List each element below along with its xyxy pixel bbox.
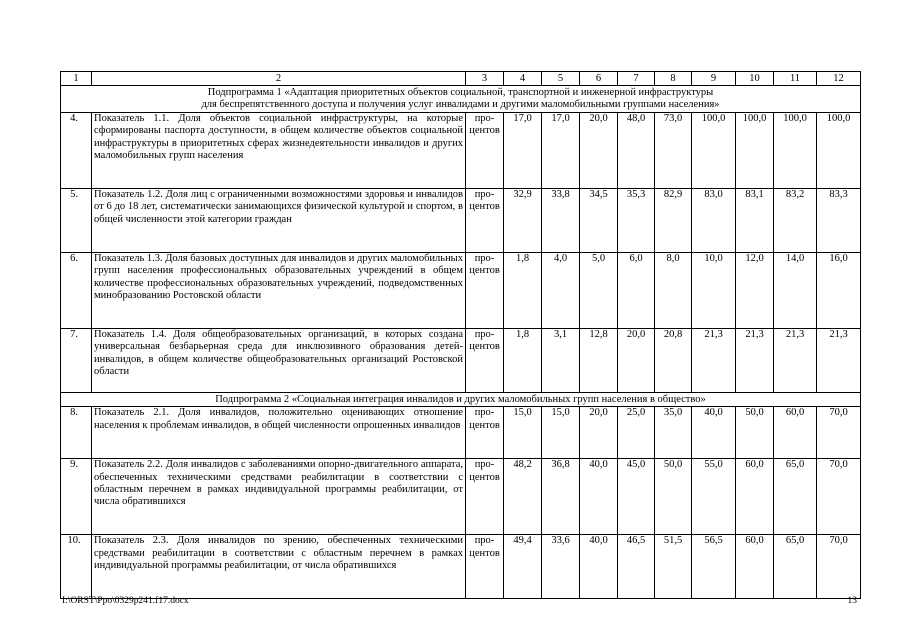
row-number: 9. <box>61 459 92 535</box>
indicator-value: 34,5 <box>580 188 618 252</box>
column-number: 7 <box>618 72 655 86</box>
indicator-value: 60,0 <box>774 407 817 459</box>
table-row <box>61 459 861 535</box>
page-number: 13 <box>847 596 857 606</box>
row-number: 7. <box>61 328 92 392</box>
indicator-value: 70,0 <box>817 535 861 599</box>
subprogram-header-row <box>61 86 861 113</box>
column-number: 1 <box>61 72 92 86</box>
table-row <box>61 188 861 252</box>
row-number: 10. <box>61 535 92 599</box>
indicator-value: 46,5 <box>618 535 655 599</box>
indicator-value: 82,9 <box>655 188 692 252</box>
column-number: 12 <box>817 72 861 86</box>
indicator-value: 83,2 <box>774 188 817 252</box>
indicator-value: 20,8 <box>655 328 692 392</box>
indicator-value: 17,0 <box>542 112 580 188</box>
indicator-value: 49,4 <box>504 535 542 599</box>
indicator-value: 21,3 <box>736 328 774 392</box>
indicator-description: Показатель 1.1. Доля объектов социальной инфраструктуры, на которые сформированы паспорта доступности, в общем количестве объектов социальной инфраструктуры в приоритетных сферах жизнедеятельности инвалидов и других маломобильных групп населения <box>92 112 466 188</box>
column-number: 11 <box>774 72 817 86</box>
indicator-value: 100,0 <box>774 112 817 188</box>
column-number: 9 <box>692 72 736 86</box>
indicator-value: 15,0 <box>542 407 580 459</box>
table-row <box>61 252 861 328</box>
subprogram-header-row <box>61 392 861 406</box>
column-number: 4 <box>504 72 542 86</box>
indicator-value: 73,0 <box>655 112 692 188</box>
indicator-value: 60,0 <box>736 535 774 599</box>
subprogram-title-line: для беспрепятственного доступа и получения услуг инвалидами и другими маломобильными группами населения» <box>201 99 720 111</box>
column-number: 10 <box>736 72 774 86</box>
indicator-value: 100,0 <box>736 112 774 188</box>
unit-line: центов <box>469 265 500 277</box>
column-number: 2 <box>92 72 466 86</box>
indicator-value: 65,0 <box>774 535 817 599</box>
indicator-value: 17,0 <box>504 112 542 188</box>
subprogram-title-line: Подпрограмма 1 «Адаптация приоритетных объектов социальной, транспортной и инженерной инфраструктуры <box>207 87 714 98</box>
unit-cell <box>466 535 504 599</box>
unit-cell <box>466 188 504 252</box>
indicator-value: 5,0 <box>580 252 618 328</box>
table-row <box>61 112 861 188</box>
unit-line: центов <box>469 419 500 431</box>
unit-line: центов <box>469 547 500 559</box>
indicator-value: 20,0 <box>618 328 655 392</box>
indicator-value: 12,8 <box>580 328 618 392</box>
indicator-value: 48,0 <box>618 112 655 188</box>
column-number: 5 <box>542 72 580 86</box>
table-body <box>61 72 861 599</box>
unit-line: про- <box>474 328 495 340</box>
indicator-value: 4,0 <box>542 252 580 328</box>
indicator-value: 20,0 <box>580 112 618 188</box>
unit-cell <box>466 459 504 535</box>
unit-line: про- <box>474 112 495 124</box>
indicator-value: 10,0 <box>692 252 736 328</box>
indicator-value: 1,8 <box>504 328 542 392</box>
indicator-value: 35,0 <box>655 407 692 459</box>
indicator-value: 20,0 <box>580 407 618 459</box>
indicator-value: 14,0 <box>774 252 817 328</box>
unit-line: про- <box>474 188 495 200</box>
indicator-description: Показатель 2.2. Доля инвалидов с заболеваниями опорно-двигательного аппарата, обеспеченных техническими средствами реабилитации в соответствии с областным перечнем в рамках индивидуальной программы реабилитации, от числа обратившихся <box>92 459 466 535</box>
unit-line: про- <box>474 407 495 419</box>
indicator-value: 1,8 <box>504 252 542 328</box>
indicator-value: 21,3 <box>692 328 736 392</box>
indicator-value: 70,0 <box>817 459 861 535</box>
indicator-value: 51,5 <box>655 535 692 599</box>
unit-cell <box>466 407 504 459</box>
column-number: 8 <box>655 72 692 86</box>
indicator-value: 8,0 <box>655 252 692 328</box>
unit-line: центов <box>469 471 500 483</box>
indicator-value: 100,0 <box>817 112 861 188</box>
indicator-value: 21,3 <box>774 328 817 392</box>
indicator-value: 83,0 <box>692 188 736 252</box>
indicator-value: 25,0 <box>618 407 655 459</box>
indicator-value: 45,0 <box>618 459 655 535</box>
indicator-value: 55,0 <box>692 459 736 535</box>
unit-cell <box>466 112 504 188</box>
indicator-value: 50,0 <box>736 407 774 459</box>
indicator-value: 3,1 <box>542 328 580 392</box>
indicator-value: 65,0 <box>774 459 817 535</box>
row-number: 5. <box>61 188 92 252</box>
indicator-value: 40,0 <box>580 459 618 535</box>
indicator-value: 36,8 <box>542 459 580 535</box>
row-number: 4. <box>61 112 92 188</box>
indicator-value: 48,2 <box>504 459 542 535</box>
column-number: 6 <box>580 72 618 86</box>
indicators-table <box>60 71 861 599</box>
indicator-value: 21,3 <box>817 328 861 392</box>
subprogram-title <box>61 86 861 113</box>
unit-line: про- <box>474 252 495 264</box>
table-row <box>61 328 861 392</box>
indicator-description: Показатель 1.2. Доля лиц с ограниченными возможностями здоровья и инвалидов от 6 до 18 лет, систематически занимающихся физической культурой и спортом, в общей численности этой категории граждан <box>92 188 466 252</box>
indicator-value: 12,0 <box>736 252 774 328</box>
column-number: 3 <box>466 72 504 86</box>
indicator-description: Показатель 1.3. Доля базовых доступных для инвалидов и других маломобильных групп населения профессиональных образовательных учреждений в общем количестве профессиональных образовательных учреждений, подведомственных минобразованию Ростовской области <box>92 252 466 328</box>
unit-cell <box>466 328 504 392</box>
unit-line: центов <box>469 201 500 213</box>
column-number-row <box>61 72 861 86</box>
indicator-value: 33,8 <box>542 188 580 252</box>
indicator-description: Показатель 1.4. Доля общеобразовательных организаций, в которых создана универсальная безбарьерная среда для инклюзивного образования детей-инвалидов, в общем количестве общеобразовательных организаций Ростовской области <box>92 328 466 392</box>
subprogram-title <box>61 392 861 406</box>
indicator-value: 70,0 <box>817 407 861 459</box>
indicator-description: Показатель 2.3. Доля инвалидов по зрению, обеспеченных техническими средствами реабилитации в соответствии с областным перечнем в рамках индивидуальной программы реабилитации, от числа обратившихся <box>92 535 466 599</box>
indicator-value: 16,0 <box>817 252 861 328</box>
indicator-description: Показатель 2.1. Доля инвалидов, положительно оценивающих отношение населения к проблемам инвалидов, в общей численности опрошенных инвалидов <box>92 407 466 459</box>
unit-line: про- <box>474 535 495 547</box>
indicator-value: 100,0 <box>692 112 736 188</box>
indicator-value: 60,0 <box>736 459 774 535</box>
indicator-value: 40,0 <box>580 535 618 599</box>
indicator-value: 83,3 <box>817 188 861 252</box>
indicator-value: 50,0 <box>655 459 692 535</box>
unit-line: центов <box>469 341 500 353</box>
indicator-value: 6,0 <box>618 252 655 328</box>
table-row <box>61 535 861 599</box>
indicator-value: 35,3 <box>618 188 655 252</box>
indicator-value: 56,5 <box>692 535 736 599</box>
unit-cell <box>466 252 504 328</box>
row-number: 8. <box>61 407 92 459</box>
indicator-value: 15,0 <box>504 407 542 459</box>
indicator-value: 32,9 <box>504 188 542 252</box>
indicator-value: 83,1 <box>736 188 774 252</box>
row-number: 6. <box>61 252 92 328</box>
unit-line: про- <box>474 459 495 471</box>
subprogram-title-line: Подпрограмма 2 «Социальная интеграция инвалидов и других маломобильных групп населения в общество» <box>215 393 706 405</box>
indicator-value: 33,6 <box>542 535 580 599</box>
table-row <box>61 407 861 459</box>
unit-line: центов <box>469 125 500 137</box>
indicator-value: 40,0 <box>692 407 736 459</box>
file-path: I:\ORST\Ppo\0329p241.f17.docx <box>62 596 189 606</box>
